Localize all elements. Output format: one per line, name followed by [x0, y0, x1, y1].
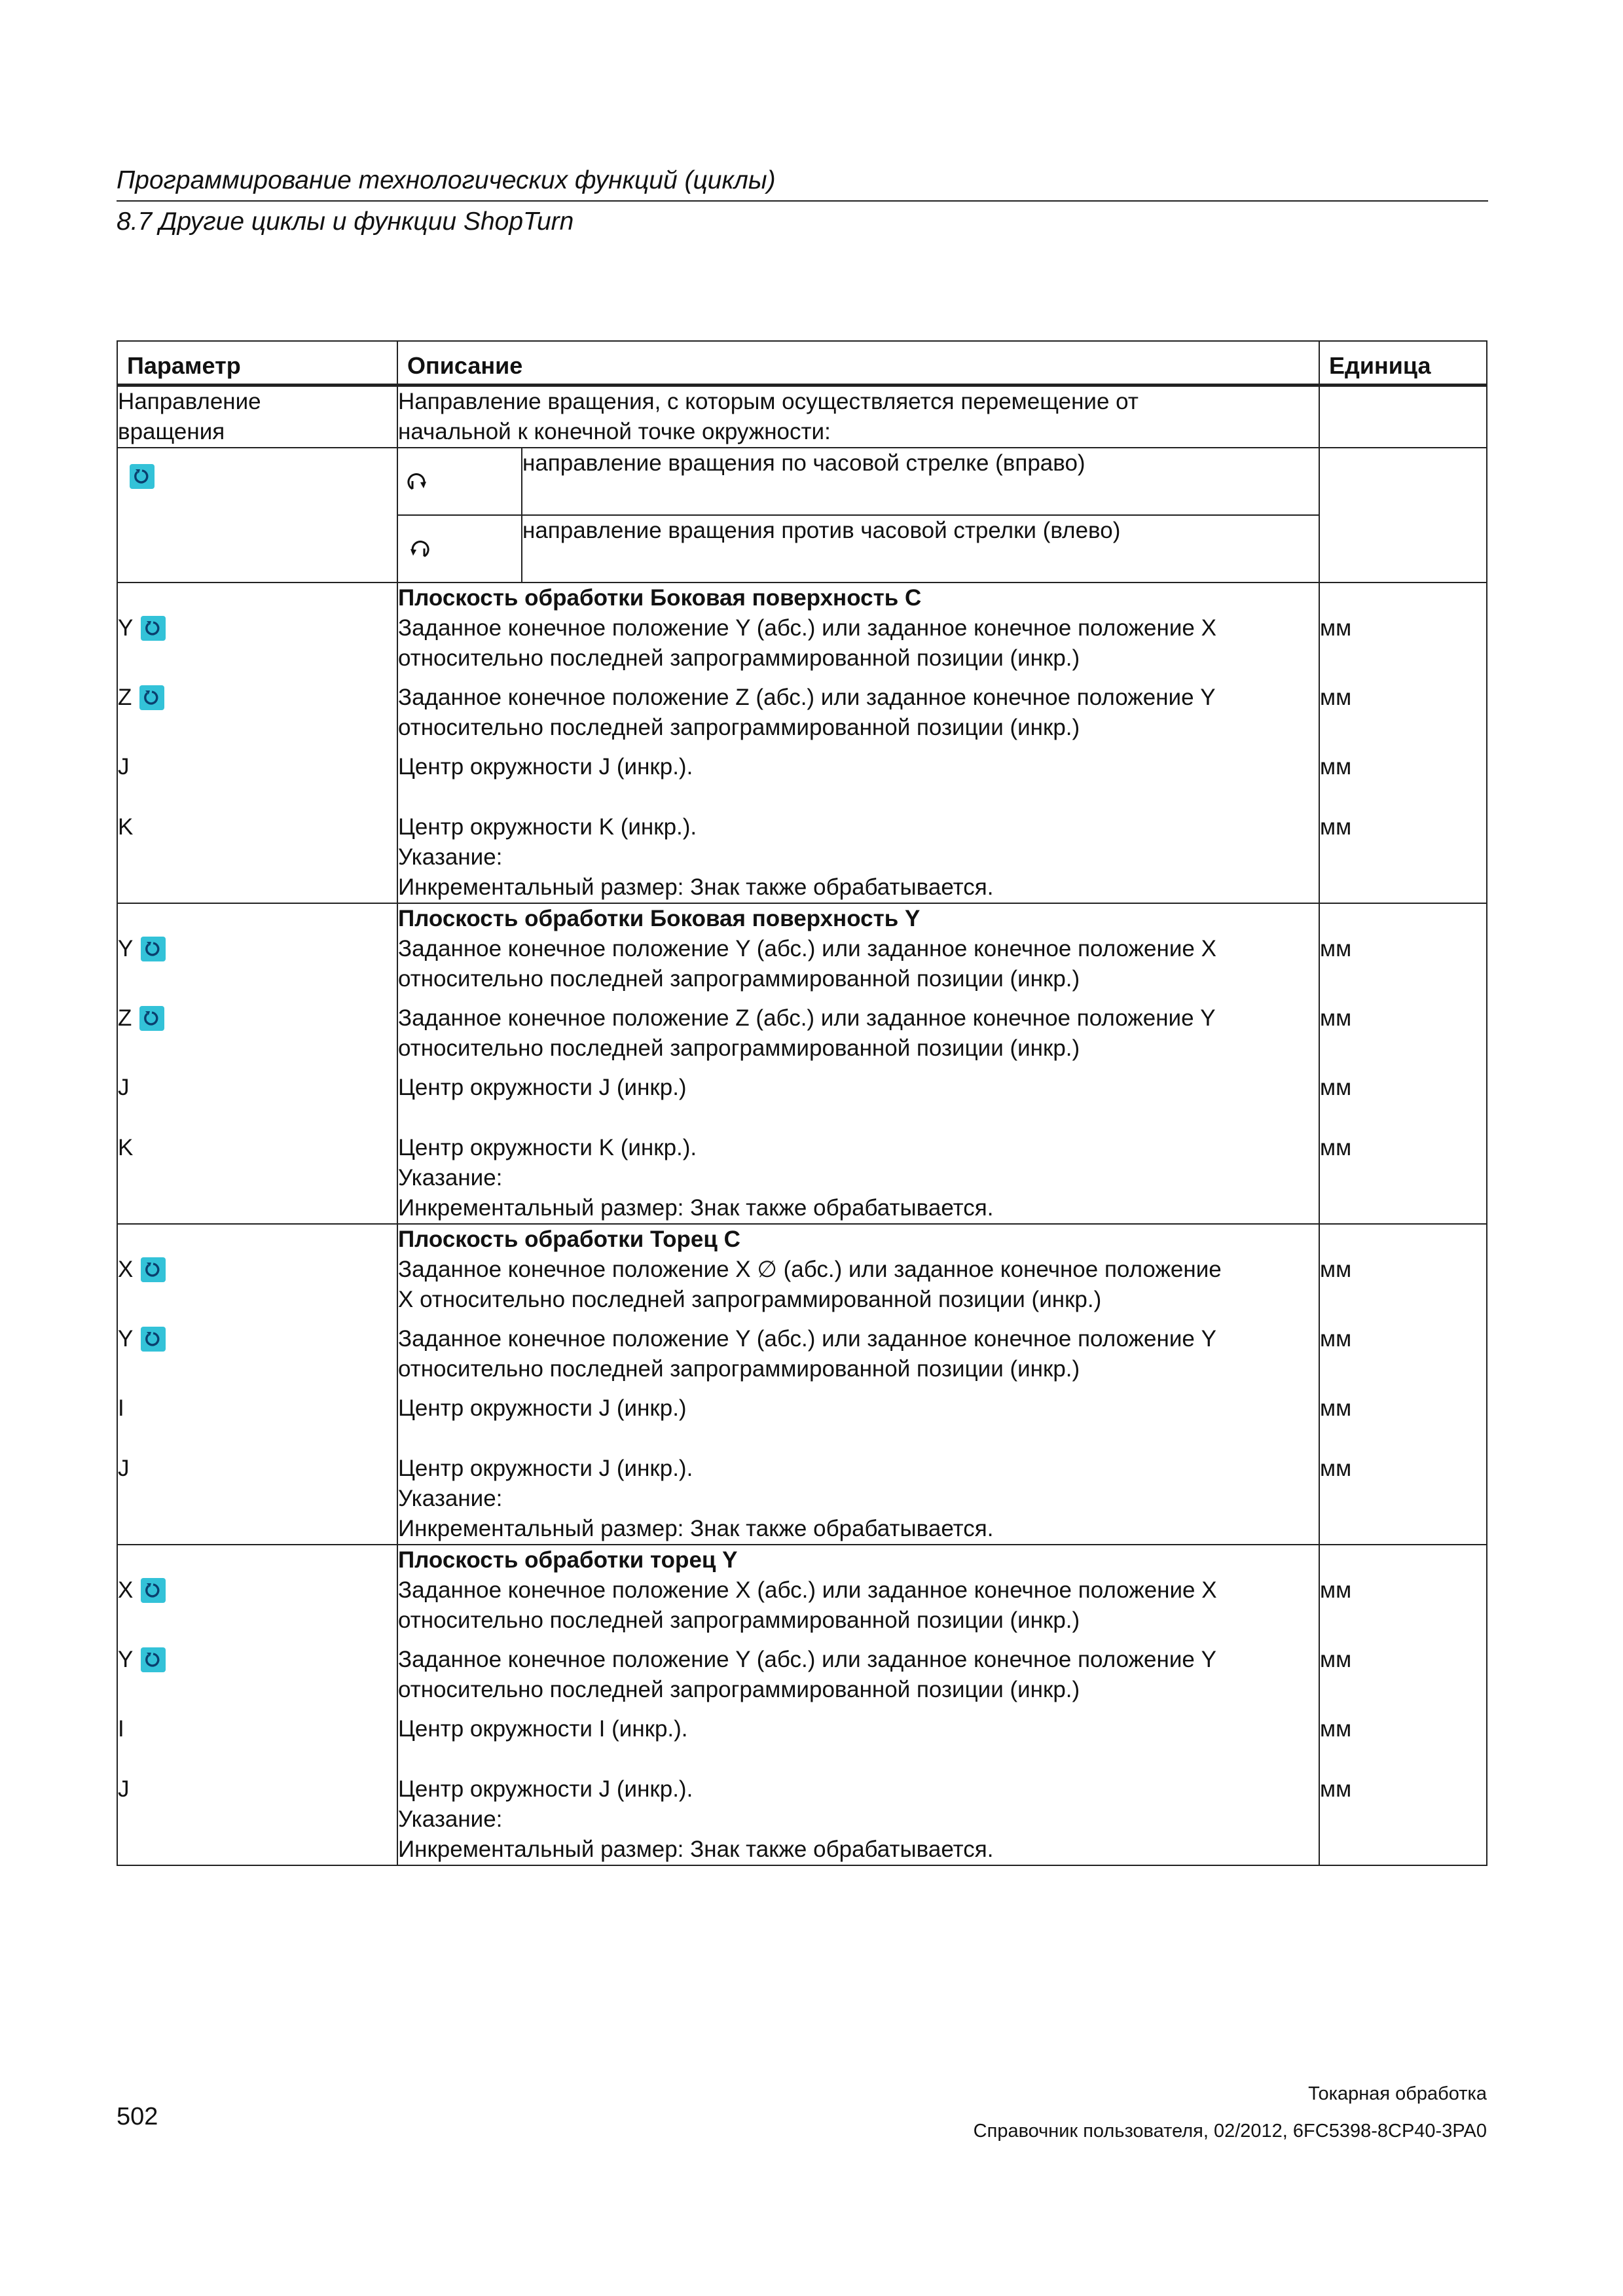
section-params: [117, 1224, 397, 1545]
note-label: Указание:: [398, 1486, 503, 1511]
direction-unit-cell: [1319, 386, 1487, 448]
desc-line: Заданное конечное положение Y (абс.) или заданное конечное положение Y: [398, 1326, 1216, 1352]
cycle-toggle-icon[interactable]: [130, 464, 155, 489]
table-header-row: [117, 341, 1487, 386]
param-label: Y: [118, 1647, 134, 1672]
section-block-2: [117, 1224, 1487, 1545]
desc-line: относительно последней запрограммированной позиции (инкр.): [398, 1356, 1080, 1382]
desc-line: относительно последней запрограммированной позиции (инкр.): [398, 966, 1080, 992]
desc-line: Заданное конечное положение X (абс.) или заданное конечное положение X: [398, 1577, 1217, 1603]
direction-param-cell: [117, 386, 397, 448]
desc-line: Заданное конечное положение Z (абс.) или заданное конечное положение Y: [398, 685, 1216, 710]
param-label: I: [118, 1395, 124, 1421]
desc-line: относительно последней запрограммированной позиции (инкр.): [398, 1607, 1080, 1633]
unit-label: мм: [1320, 615, 1352, 641]
section-units: [1319, 903, 1487, 1224]
cw-text: направление вращения по часовой стрелке (вправо): [522, 450, 1085, 476]
note-text: Инкрементальный размер: Знак также обрабатывается.: [398, 1516, 994, 1541]
param-label: J: [118, 1456, 130, 1481]
direction-desc-cell: [397, 386, 1319, 448]
ccw-text: направление вращения против часовой стрелки (влево): [522, 518, 1121, 543]
param-label: K: [118, 814, 134, 840]
desc-line: относительно последней запрограммированной позиции (инкр.): [398, 1677, 1080, 1702]
param-label: J: [118, 754, 130, 780]
section-descriptions: [397, 583, 1319, 903]
desc-line: относительно последней запрограммированной позиции (инкр.): [398, 645, 1080, 671]
footer-title: Токарная обработка: [1308, 2083, 1487, 2104]
param-label: J: [118, 1075, 130, 1100]
unit-label: мм: [1320, 1135, 1352, 1160]
section-title: Плоскость обработки торец Y: [398, 1547, 738, 1573]
section-params: [117, 583, 397, 903]
cycle-toggle-icon[interactable]: [139, 1006, 164, 1031]
direction-name-line2: вращения: [118, 419, 225, 444]
parameter-table: [117, 340, 1487, 1866]
table-row: [117, 448, 1487, 515]
unit-label: мм: [1320, 1716, 1352, 1742]
column-header-parameter: Параметр: [117, 341, 397, 386]
desc-line: Центр окружности J (инкр.).: [398, 754, 693, 780]
cycle-toggle-icon[interactable]: [141, 616, 166, 641]
section-units: [1319, 1224, 1487, 1545]
cycle-toggle-icon[interactable]: [141, 1257, 166, 1282]
param-label: Z: [118, 1005, 132, 1031]
section-descriptions: [397, 1224, 1319, 1545]
unit-label: мм: [1320, 1577, 1352, 1603]
section-title: Плоскость обработки Торец С: [398, 1227, 740, 1252]
unit-label: мм: [1320, 936, 1352, 961]
desc-line: Заданное конечное положение Z (абс.) или заданное конечное положение Y: [398, 1005, 1216, 1031]
section-descriptions: [397, 903, 1319, 1224]
section-params: [117, 903, 397, 1224]
desc-line: Центр окружности J (инкр.).: [398, 1456, 693, 1481]
section-units: [1319, 583, 1487, 903]
desc-line: Заданное конечное положение Y (абс.) или заданное конечное положение Y: [398, 1647, 1216, 1672]
direction-desc-line2: начальной к конечной точке окружности:: [398, 419, 831, 444]
unit-label: мм: [1320, 1647, 1352, 1672]
desc-line: относительно последней запрограммированной позиции (инкр.): [398, 1035, 1080, 1061]
section-title: Плоскость обработки Боковая поверхность Y: [398, 906, 921, 931]
param-label: J: [118, 1776, 130, 1802]
cycle-toggle-icon[interactable]: [141, 937, 166, 961]
direction-name-line1: Направление: [118, 389, 261, 414]
direction-toggle-cell: [117, 448, 397, 583]
param-label: K: [118, 1135, 134, 1160]
cycle-toggle-icon[interactable]: [141, 1327, 166, 1352]
desc-line: Заданное конечное положение Y (абс.) или заданное конечное положение X: [398, 615, 1216, 641]
chapter-title: Программирование технологических функций (циклы): [117, 166, 776, 194]
direction-unit-empty: [1319, 448, 1487, 583]
unit-label: мм: [1320, 1005, 1352, 1031]
unit-label: мм: [1320, 1075, 1352, 1100]
param-label: X: [118, 1577, 134, 1603]
param-label: Y: [118, 615, 134, 641]
param-label: I: [118, 1716, 124, 1742]
desc-line: Центр окружности K (инкр.).: [398, 814, 697, 840]
unit-label: мм: [1320, 1395, 1352, 1421]
desc-line: Заданное конечное положение X ∅ (абс.) или заданное конечное положение: [398, 1257, 1222, 1282]
section-block-3: [117, 1545, 1487, 1865]
unit-label: мм: [1320, 1456, 1352, 1481]
table-row: [117, 386, 1487, 448]
param-label: Z: [118, 685, 132, 710]
column-header-description: Описание: [397, 341, 1319, 386]
unit-label: мм: [1320, 814, 1352, 840]
cycle-toggle-icon[interactable]: [141, 1578, 166, 1603]
unit-label: мм: [1320, 754, 1352, 780]
section-descriptions: [397, 1545, 1319, 1865]
section-title: Плоскость обработки Боковая поверхность С: [398, 585, 922, 611]
desc-line: Заданное конечное положение Y (абс.) или заданное конечное положение X: [398, 936, 1216, 961]
desc-line: Центр окружности J (инкр.): [398, 1395, 687, 1421]
param-label: Y: [118, 936, 134, 961]
desc-line: Центр окружности K (инкр.).: [398, 1135, 697, 1160]
section-units: [1319, 1545, 1487, 1865]
note-text: Инкрементальный размер: Знак также обрабатывается.: [398, 1837, 994, 1862]
note-label: Указание:: [398, 1806, 503, 1832]
page-number: 502: [117, 2103, 158, 2130]
cw-icon-cell: [397, 448, 522, 515]
ccw-text-cell: [522, 515, 1319, 583]
unit-label: мм: [1320, 685, 1352, 710]
desc-line: Центр окружности J (инкр.): [398, 1075, 687, 1100]
desc-line: X относительно последней запрограммированной позиции (инкр.): [398, 1287, 1102, 1312]
note-text: Инкрементальный размер: Знак также обрабатывается.: [398, 874, 994, 900]
column-header-unit: Единица: [1319, 341, 1487, 386]
header-divider: [117, 200, 1488, 202]
footer-reference: Справочник пользователя, 02/2012, 6FC5398-8CP40-3PA0: [973, 2121, 1487, 2142]
rotate-clockwise-icon: [406, 467, 431, 502]
desc-line: относительно последней запрограммированной позиции (инкр.): [398, 715, 1080, 740]
direction-desc-line1: Направление вращения, с которым осуществляется перемещение от: [398, 389, 1139, 414]
unit-label: мм: [1320, 1257, 1352, 1282]
section-title: 8.7 Другие циклы и функции ShopTurn: [117, 207, 574, 236]
ccw-icon-cell: [397, 515, 522, 583]
unit-label: мм: [1320, 1776, 1352, 1802]
note-label: Указание:: [398, 1165, 503, 1191]
cycle-toggle-icon[interactable]: [141, 1647, 166, 1672]
unit-label: мм: [1320, 1326, 1352, 1352]
param-label: X: [118, 1257, 134, 1282]
section-params: [117, 1545, 397, 1865]
desc-line: Центр окружности J (инкр.).: [398, 1776, 693, 1802]
param-label: Y: [118, 1326, 134, 1352]
cw-text-cell: [522, 448, 1319, 515]
note-label: Указание:: [398, 844, 503, 870]
section-block-0: [117, 583, 1487, 903]
rotate-counterclockwise-icon: [406, 534, 431, 569]
section-block-1: [117, 903, 1487, 1224]
note-text: Инкрементальный размер: Знак также обрабатывается.: [398, 1195, 994, 1221]
cycle-toggle-icon[interactable]: [139, 685, 164, 710]
desc-line: Центр окружности I (инкр.).: [398, 1716, 688, 1742]
